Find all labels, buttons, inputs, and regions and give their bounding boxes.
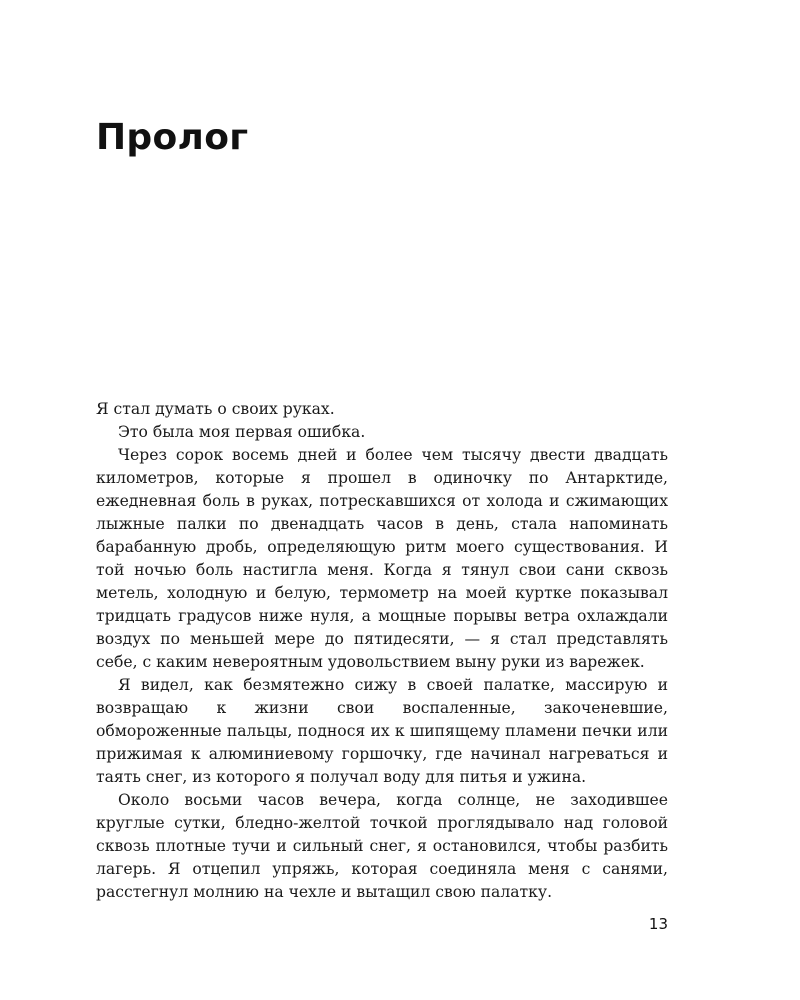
chapter-title: Пролог bbox=[96, 117, 249, 158]
paragraph: Через сорок восемь дней и более чем тысячу двести двадцать километров, которые я прошел в одиночку по Антарктиде, ежедневная боль в руках, потрескавшихся от холода и сжимающих лыжные палки по двенадцать часов в день, стала напоминать барабанную дробь, определяющую ритм моего существования. И той ночью боль настигла меня. Когда я тянул свои сани сквозь метель, холодную и белую, термометр на моей куртке показывал тридцать градусов ниже нуля, а мощные порывы ветра охлаждали воздух по меньшей мере до пятидесяти, — я стал представлять себе, с каким невероятным удовольствием выну руки из варежек. bbox=[96, 446, 668, 671]
paragraph: Я видел, как безмятежно сижу в своей палатке, массирую и возвращаю к жизни свои воспаленные, закоченевшие, обмороженные пальцы, поднося их к шипящему пламени печки или прижимая к алюминиевому горшочку, где начинал нагреваться и таять снег, из которого я получал воду для питья и ужина. bbox=[96, 676, 668, 786]
page-number: 13 bbox=[648, 915, 668, 933]
paragraph: Около восьми часов вечера, когда солнце, не заходившее круглые сутки, бледно-желтой точкой проглядывало над головой сквозь плотные тучи и сильный снег, я остановился, чтобы разбить лагерь. Я отцепил упряжь, которая соединяла меня с санями, расстегнул молнию на чехле и вытащил свою палатку. bbox=[96, 791, 668, 901]
paragraph: Я стал думать о своих руках. bbox=[96, 400, 335, 418]
paragraph: Это была моя первая ошибка. bbox=[118, 423, 366, 441]
body-text bbox=[96, 398, 668, 904]
